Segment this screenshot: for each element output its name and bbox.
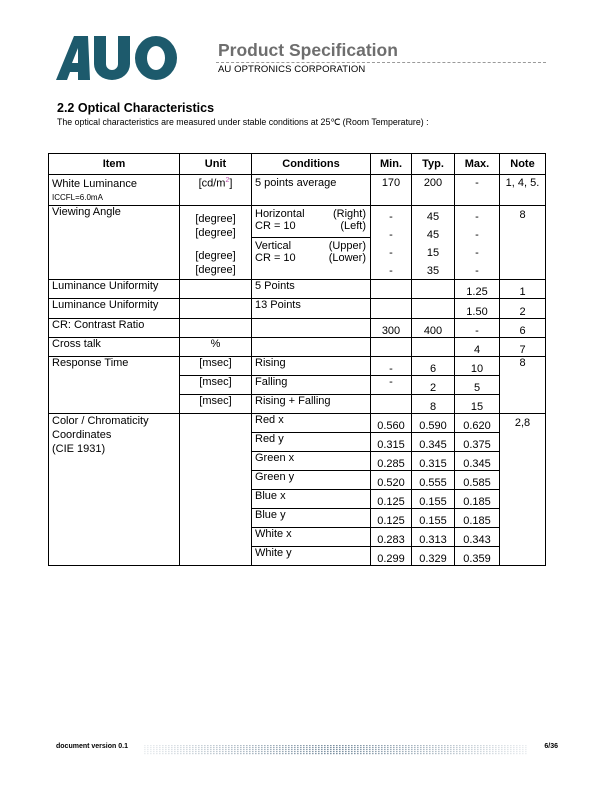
min-cell: 0.520 — [371, 471, 412, 490]
page-number: 6/36 — [544, 743, 558, 750]
item-cell: Luminance Uniformity — [49, 280, 180, 299]
condition-text: CR = 10 — [255, 252, 296, 264]
value: - — [475, 265, 479, 277]
item-cell: CR: Contrast Ratio — [49, 319, 180, 338]
unit-cell: [msec] — [180, 395, 252, 414]
value: - — [389, 265, 393, 277]
max-cell: 1.50 — [455, 299, 500, 319]
condition-text: (Left) — [340, 220, 366, 232]
unit-text: [degree] — [195, 250, 236, 262]
max-cell: 0.359 — [455, 547, 500, 566]
max-cell: - — [455, 319, 500, 338]
typ-cell: 0.155 — [412, 490, 455, 509]
typ-cell: 0.555 — [412, 471, 455, 490]
typ-cell — [412, 299, 455, 319]
col-header: Conditions — [252, 154, 371, 175]
item-sublabel: ICCFL=6.0mA — [52, 193, 103, 202]
max-cell: 0.185 — [455, 490, 500, 509]
condition-cell — [252, 319, 371, 338]
min-cell: 0.283 — [371, 528, 412, 547]
min-cell: 170 — [371, 175, 412, 206]
table-row — [49, 175, 546, 206]
typ-cell: 2 — [412, 376, 455, 395]
typ-cell — [412, 206, 455, 280]
col-header: Item — [49, 154, 180, 175]
max-cell — [455, 206, 500, 280]
unit-text-end: ] — [229, 177, 233, 190]
max-cell: 0.585 — [455, 471, 500, 490]
item-cell: Luminance Uniformity — [49, 299, 180, 319]
table-row — [49, 206, 546, 280]
max-cell: 0.343 — [455, 528, 500, 547]
unit-text: [degree] — [195, 213, 236, 225]
value: - — [475, 211, 479, 223]
note-cell: 2,8 — [500, 414, 546, 566]
min-cell: - — [371, 376, 412, 395]
condition-cell: Green x — [252, 452, 371, 471]
note-cell: 8 — [500, 206, 546, 280]
condition-cell: 13 Points — [252, 299, 371, 319]
table-row — [49, 338, 546, 357]
min-cell: 0.560 — [371, 414, 412, 433]
unit-text: [degree] — [195, 264, 236, 276]
unit-cell — [180, 414, 252, 566]
unit-cell: [msec] — [180, 357, 252, 376]
max-cell: 0.375 — [455, 433, 500, 452]
item-label: White Luminance — [52, 178, 137, 190]
condition-cell: 5 Points — [252, 280, 371, 299]
unit-superscript: 2 — [225, 177, 230, 184]
item-label: Color / Chromaticity — [52, 415, 149, 427]
condition-cell: Blue y — [252, 509, 371, 528]
min-cell — [371, 395, 412, 414]
typ-cell: 200 — [412, 175, 455, 206]
min-cell: - — [371, 357, 412, 376]
item-cell: Cross talk — [49, 338, 180, 357]
value: 45 — [426, 211, 440, 223]
condition-cell: Green y — [252, 471, 371, 490]
note-cell: 8 — [500, 357, 546, 414]
condition-text: Horizontal — [255, 208, 305, 220]
company-name: AU OPTRONICS CORPORATION — [218, 64, 366, 75]
item-cell: Viewing Angle — [49, 206, 180, 280]
min-cell: 0.125 — [371, 490, 412, 509]
condition-cell: Red x — [252, 414, 371, 433]
condition-cell: Falling — [252, 376, 371, 395]
item-label: Coordinates — [52, 429, 112, 441]
table-row — [49, 299, 546, 319]
max-cell: 10 — [455, 357, 500, 376]
note-cell: 2 — [500, 299, 546, 319]
unit-cell — [180, 175, 252, 206]
value: 35 — [426, 265, 440, 277]
value: - — [389, 229, 393, 241]
note-cell: 1 — [500, 280, 546, 299]
max-cell: 0.185 — [455, 509, 500, 528]
typ-cell — [412, 280, 455, 299]
note-cell: 6 — [500, 319, 546, 338]
note-cell: 1, 4, 5. — [500, 175, 546, 206]
min-cell: 300 — [371, 319, 412, 338]
condition-text: (Upper) — [328, 240, 366, 252]
document-version: document version 0.1 — [56, 743, 128, 750]
condition-cell: White x — [252, 528, 371, 547]
unit-text: [degree] — [195, 227, 236, 239]
condition-text: CR = 10 — [255, 220, 296, 232]
condition-text: (Right) — [332, 208, 366, 220]
col-header: Note — [500, 154, 546, 175]
condition-cell: White y — [252, 547, 371, 566]
condition-cell: Rising + Falling — [252, 395, 371, 414]
col-header: Typ. — [412, 154, 455, 175]
max-cell: 5 — [455, 376, 500, 395]
typ-cell: 0.315 — [412, 452, 455, 471]
min-cell: 0.125 — [371, 509, 412, 528]
unit-cell — [180, 319, 252, 338]
condition-cell: Red y — [252, 433, 371, 452]
min-cell — [371, 338, 412, 357]
section-title: 2.2 Optical Characteristics — [57, 101, 215, 115]
typ-cell: 0.155 — [412, 509, 455, 528]
table-row — [49, 319, 546, 338]
auo-logo — [56, 36, 178, 80]
note-cell: 7 — [500, 338, 546, 357]
unit-cell — [180, 280, 252, 299]
max-cell: 0.620 — [455, 414, 500, 433]
typ-cell: 0.345 — [412, 433, 455, 452]
table-row — [49, 357, 546, 376]
condition-cell — [252, 206, 371, 280]
condition-cell: 5 points average — [252, 175, 371, 206]
typ-cell: 0.313 — [412, 528, 455, 547]
max-cell: 0.345 — [455, 452, 500, 471]
unit-cell — [180, 206, 252, 280]
value: 15 — [426, 247, 440, 259]
unit-text: [cd/m — [198, 177, 226, 190]
item-label: (CIE 1931) — [52, 443, 106, 455]
min-cell — [371, 206, 412, 280]
condition-cell: Rising — [252, 357, 371, 376]
min-cell — [371, 280, 412, 299]
min-cell: 0.299 — [371, 547, 412, 566]
value: - — [389, 211, 393, 223]
condition-text: (Lower) — [328, 252, 366, 264]
table-row — [49, 414, 546, 433]
condition-text: Vertical — [255, 240, 292, 252]
document-title: Product Specification — [218, 40, 398, 60]
col-header: Min. — [371, 154, 412, 175]
typ-cell: 8 — [412, 395, 455, 414]
max-cell: 15 — [455, 395, 500, 414]
optical-characteristics-table — [48, 153, 546, 566]
max-cell: 1.25 — [455, 280, 500, 299]
max-cell: 4 — [455, 338, 500, 357]
col-header: Max. — [455, 154, 500, 175]
typ-cell: 400 — [412, 319, 455, 338]
value: 45 — [426, 229, 440, 241]
item-cell — [49, 175, 180, 206]
min-cell — [371, 299, 412, 319]
unit-cell — [180, 299, 252, 319]
unit-cell: [msec] — [180, 376, 252, 395]
footer-decorative-bar — [144, 745, 528, 755]
max-cell: - — [455, 175, 500, 206]
page-footer — [56, 743, 558, 755]
condition-cell: Blue x — [252, 490, 371, 509]
section-description: The optical characteristics are measured under stable conditions at 25℃ (Room Temperature) : — [57, 117, 429, 127]
unit-cell: % — [180, 338, 252, 357]
value: - — [389, 247, 393, 259]
typ-cell: 0.329 — [412, 547, 455, 566]
typ-cell — [412, 338, 455, 357]
value: - — [475, 229, 479, 241]
typ-cell: 6 — [412, 357, 455, 376]
col-header: Unit — [180, 154, 252, 175]
min-cell: 0.315 — [371, 433, 412, 452]
table-header-row — [49, 154, 546, 175]
header-rule — [216, 62, 546, 63]
typ-cell: 0.590 — [412, 414, 455, 433]
logo-text: AUO — [56, 36, 59, 37]
table-row — [49, 280, 546, 299]
value: - — [475, 247, 479, 259]
condition-cell — [252, 338, 371, 357]
item-cell — [49, 414, 180, 566]
item-cell: Response Time — [49, 357, 180, 414]
min-cell: 0.285 — [371, 452, 412, 471]
